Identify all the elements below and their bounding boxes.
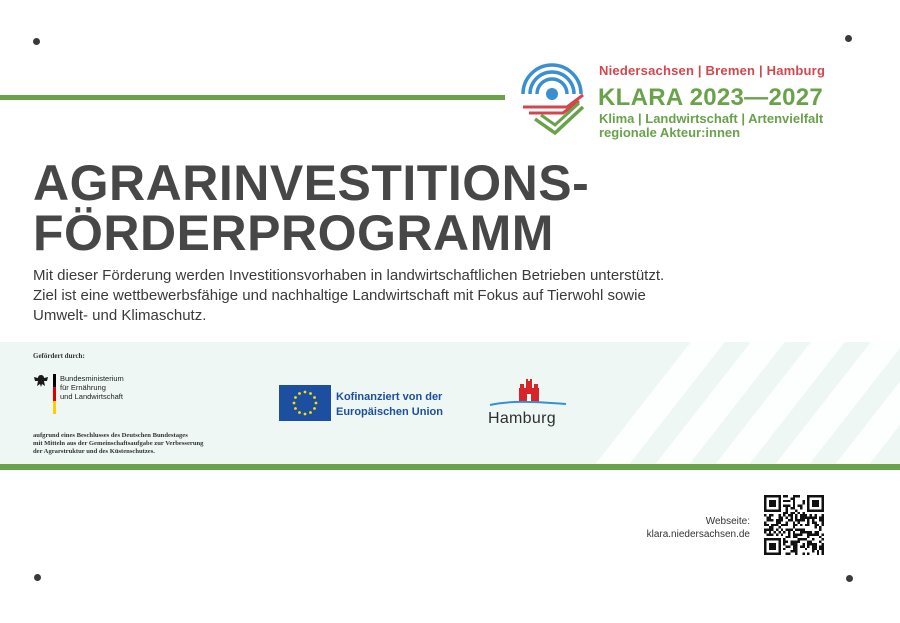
eu-flag-icon (279, 385, 331, 421)
intro-line-2: Ziel ist eine wettbewerbsfähige und nachhaltige Landwirtschaft mit Fokus auf Tierwohl sowie (33, 287, 646, 304)
headline-line-1: AGRARINVESTITIONS- (33, 155, 590, 211)
resolution-line-3: der Agrarstruktur und des Küstenschutzes. (33, 448, 155, 455)
top-green-rule (0, 95, 505, 100)
screw-bottom-right (846, 575, 853, 582)
eu-line-1: Kofinanziert von der (336, 391, 443, 403)
intro-text (33, 266, 664, 326)
resolution-text (33, 432, 203, 456)
intro-line-1: Mit dieser Förderung werden Investitionsvorhaben in landwirtschaftlichen Betrieben unterstützt. (33, 267, 665, 284)
eu-cofinanced (336, 390, 443, 420)
klara-tagline-2: regionale Akteur:innen (599, 125, 741, 140)
eu-line-2: Europäischen Union (336, 406, 443, 418)
website-label: Webseite: (705, 516, 750, 527)
klara-logo-icon (521, 63, 589, 137)
bmel-line-1: Bundesministerium (60, 374, 124, 383)
bmel-line-2: für Ernährung (60, 383, 106, 392)
hamburg-wave-icon (488, 399, 568, 409)
klara-title: KLARA 2023—2027 (598, 84, 824, 111)
intro-line-3: Umwelt- und Klimaschutz. (33, 307, 207, 324)
klara-region: Niedersachsen | Bremen | Hamburg (599, 63, 826, 78)
qr-code-icon[interactable] (764, 495, 824, 555)
bmel-name (60, 374, 124, 401)
headline-line-2: FÖRDERPROGRAMM (33, 205, 554, 261)
german-flag-bar (53, 374, 56, 414)
website-url[interactable]: klara.niedersachsen.de (646, 529, 750, 540)
klara-tagline-1: Klima | Landwirtschaft | Artenvielfalt (599, 111, 824, 126)
funded-by-label: Gefördert durch: (33, 352, 85, 360)
bottom-green-rule (0, 464, 900, 470)
bmel-line-3: und Landwirtschaft (60, 392, 123, 401)
resolution-line-2: mit Mitteln aus der Gemeinschaftsaufgabe zur Verbesserung (33, 440, 204, 447)
screw-bottom-left (34, 574, 41, 581)
hamburg-wordmark: Hamburg (488, 410, 556, 427)
federal-eagle-icon (33, 374, 49, 388)
screw-top-right (845, 35, 852, 42)
resolution-line-1: aufgrund eines Beschlusses des Deutschen Bundestages (33, 432, 188, 439)
screw-top-left (33, 38, 40, 45)
